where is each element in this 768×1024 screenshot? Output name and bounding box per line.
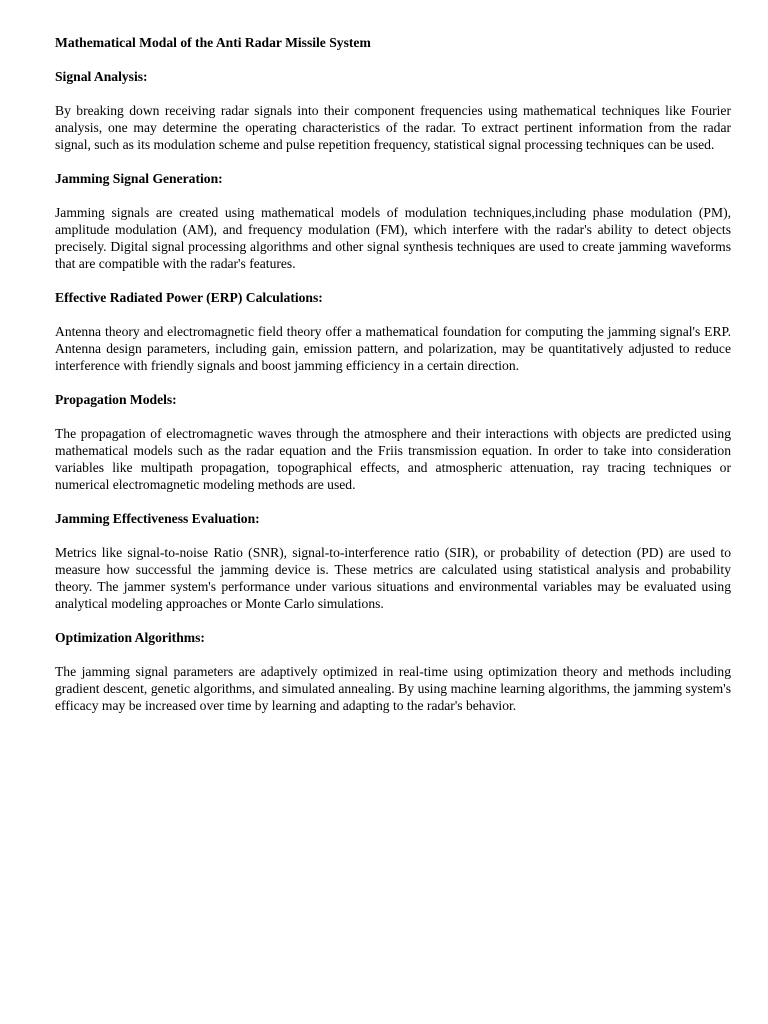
section-heading: Signal Analysis: (55, 69, 148, 84)
document-title: Mathematical Modal of the Anti Radar Missile System (55, 35, 371, 50)
section-heading: Jamming Signal Generation: (55, 171, 223, 186)
section-heading: Optimization Algorithms: (55, 630, 205, 645)
section-heading: Jamming Effectiveness Evaluation: (55, 511, 260, 526)
section-paragraph: Metrics like signal-to-noise Ratio (SNR), signal-to-interference ratio (SIR), or probability of detection (PD) are used to measure how successful the jamming device is. These metrics are calculated using statistical analysis and probability theory. The jammer system's performance under various situations and environmental variables may be evaluated using analytical modeling approaches or Monte Carlo simulations. (55, 545, 731, 611)
section-paragraph: The propagation of electromagnetic waves through the atmosphere and their interactions with objects are predicted using mathematical models such as the radar equation and the Friis transmission equation. In order to take into consideration variables like multipath propagation, topographical effects, and atmospheric attenuation, ray tracing techniques or numerical electromagnetic modeling methods are used. (55, 426, 731, 492)
document-page (55, 34, 731, 731)
section-paragraph: Antenna theory and electromagnetic field theory offer a mathematical foundation for computing the jamming signal's ERP. Antenna design parameters, including gain, emission pattern, and polarization, may be quantitatively adjusted to reduce interference with friendly signals and boost jamming efficiency in a certain direction. (55, 324, 731, 373)
section-signal-analysis (55, 68, 731, 153)
section-paragraph: Jamming signals are created using mathematical models of modulation techniques,including phase modulation (PM), amplitude modulation (AM), and frequency modulation (FM), which interfere with the radar's ability to detect objects precisely. Digital signal processing algorithms and other signal synthesis techniques are used to create jamming waveforms that are compatible with the radar's features. (55, 205, 731, 271)
section-optimization-algorithms (55, 629, 731, 714)
section-jamming-signal-generation (55, 170, 731, 272)
section-erp-calculations (55, 289, 731, 374)
section-paragraph: By breaking down receiving radar signals into their component frequencies using mathematical techniques like Fourier analysis, one may determine the operating characteristics of the radar. To extract pertinent information from the radar signal, such as its modulation scheme and pulse repetition frequency, statistical signal processing techniques can be used. (55, 103, 731, 152)
section-paragraph: The jamming signal parameters are adaptively optimized in real-time using optimization theory and methods including gradient descent, genetic algorithms, and simulated annealing. By using machine learning algorithms, the jamming system's efficacy may be increased over time by learning and adapting to the radar's behavior. (55, 664, 731, 713)
section-heading: Effective Radiated Power (ERP) Calculations: (55, 290, 323, 305)
section-jamming-effectiveness-evaluation (55, 510, 731, 612)
section-propagation-models (55, 391, 731, 493)
section-heading: Propagation Models: (55, 392, 177, 407)
